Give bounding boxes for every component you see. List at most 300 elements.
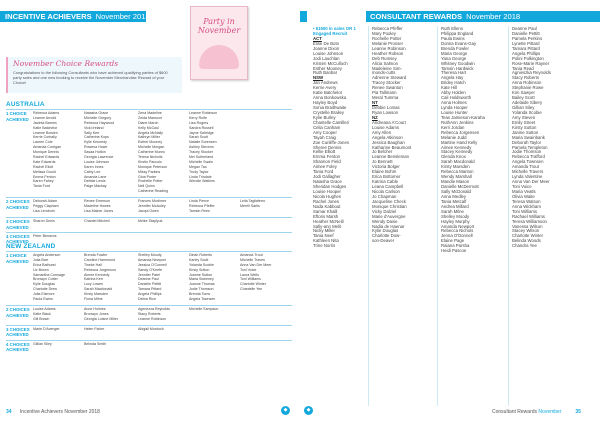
consultant-name: Meral Tumma xyxy=(372,95,399,101)
consultant-name: Sally-ann Melit xyxy=(313,223,342,229)
australia-consultant-name: Sandra Russell xyxy=(189,125,214,130)
consultant-name: Tania Ford xyxy=(313,169,334,175)
australia-name-column xyxy=(138,199,166,214)
consultant-name: Tracey Stocker xyxy=(372,80,401,86)
left-header-month: November 2018 xyxy=(95,12,150,21)
new-zealand-consultant-name: Stacy Roberts xyxy=(138,311,161,316)
new-zealand-consultant-name: Deanne Paul xyxy=(138,277,159,282)
column-divider xyxy=(368,26,369,406)
australia-consultant-name: Karen Innes xyxy=(84,164,104,169)
australia-consultant-name: Michelle Morgan xyxy=(138,145,165,150)
new-zealand-consultant-name: Anna Van Der Meer xyxy=(240,262,272,267)
right-header-bar xyxy=(366,11,600,22)
consultant-name: Paula Ewins xyxy=(441,35,465,41)
consultant-name: Michelle Travers xyxy=(512,169,544,175)
right-page xyxy=(300,0,600,424)
left-header-title: INCENTIVE ACHIEVERS November 2018 xyxy=(5,12,150,21)
consultant-name: Rebecca Jorgensen xyxy=(441,129,480,135)
australia-consultant-name: Rebecca Adams xyxy=(33,111,60,115)
consultant-name: Tania Metcalf xyxy=(441,198,467,204)
consultant-name: Zoe Cunliffe-Jones xyxy=(313,139,349,145)
consultant-name: Raiana Parsha xyxy=(441,243,470,249)
consultant-name: Katrina Cable xyxy=(372,179,399,185)
australia-consultant-name: Sally Kerr xyxy=(84,130,100,135)
consultant-name: Heather Robson xyxy=(372,50,404,56)
consultant-name: Danielle McDermott xyxy=(441,184,479,189)
new-zealand-name-column xyxy=(84,342,106,347)
australia-consultant-name: Natasha Grace xyxy=(84,111,109,115)
column-divider xyxy=(437,26,438,406)
consultant-name: Hayley Murphy xyxy=(441,218,470,224)
australia-consultant-name: Rebecca Haywood xyxy=(84,120,115,125)
consultant-name: Katie Batchelor xyxy=(313,90,343,96)
consultant-name: Leanne Robinson xyxy=(372,45,406,51)
consultant-name: Jessica Baughan xyxy=(372,139,405,145)
consultant-name: Stephanie Rowe xyxy=(512,85,544,91)
australia-consultant-name: Jennifer McAuley xyxy=(138,204,166,209)
australia-name-column xyxy=(33,111,61,189)
consultant-name: Ryan Lowson xyxy=(372,109,399,115)
consultant-name: Sonia Braithwaite xyxy=(313,105,347,110)
australia-consultant-name: Sharon Denis xyxy=(33,219,55,223)
consultant-name: RuthAnn Jenkins xyxy=(441,119,474,125)
australia-name-column xyxy=(84,199,113,214)
consultant-name: Jodie Thomson xyxy=(512,149,542,155)
australia-consultant-name: Leanne Bowlen xyxy=(33,130,58,135)
australia-consultant-name: Catherine Kops xyxy=(84,135,109,140)
consultant-name: Emily Street xyxy=(512,119,536,125)
new-zealand-consultant-name: Kylie Douglas xyxy=(33,282,55,287)
new-zealand-consultant-name: Paula Ewins xyxy=(33,297,53,302)
consultant-name: Charlotte Winter xyxy=(512,233,544,239)
consultant-name: Natasha Grace xyxy=(313,179,342,185)
australia-consultant-name: Kathryn Miller xyxy=(138,135,160,140)
consultant-name: Chantelle Camilleri xyxy=(313,119,350,125)
new-zealand-consultant-name: Liz Brown xyxy=(33,267,49,272)
new-zealand-name-column xyxy=(189,253,215,302)
australia-consultant-name: Rachel Edwards xyxy=(33,155,60,160)
australia-consultant-name: Monique Peterson xyxy=(138,164,168,169)
new-zealand-consultant-name: Amanda Trout xyxy=(240,253,263,257)
right-footer-month: November xyxy=(538,409,562,415)
new-zealand-consultant-name: Angela Anderson xyxy=(33,253,61,257)
new-zealand-consultant-name: Bronwyn Jones xyxy=(84,311,109,316)
consultant-name: Angela Townsen xyxy=(512,159,544,165)
consultant-name: Amy Cooper xyxy=(313,129,337,135)
consultant-name: Yana George xyxy=(441,55,467,61)
new-zealand-consultant-name: Michelle Traves xyxy=(240,257,265,262)
australia-name-column xyxy=(138,111,168,194)
consultant-name: Ruth Ellens xyxy=(441,26,463,31)
new-zealand-consultant-name: Aimee Kennedy xyxy=(84,272,110,277)
australia-consultant-name: Merrill Sarlis xyxy=(240,204,260,209)
new-zealand-consultant-name: Dinah Roberts xyxy=(189,253,212,257)
new-zealand-consultant-name: Katrina Kerr xyxy=(84,277,104,282)
region-heading: NSW xyxy=(313,75,324,81)
australia-consultant-name: Georgia Lawrence xyxy=(84,155,114,160)
consultant-name: Monique Christian xyxy=(372,203,407,209)
australia-consultant-name: Megan Tao xyxy=(189,164,207,169)
consultant-name: Shannon Field xyxy=(313,159,341,165)
australia-consultant-name: Catherine Munro xyxy=(138,150,165,155)
consultant-name: Rebecca Manton xyxy=(441,169,474,175)
australia-consultant-name: Michelle Gregory xyxy=(84,115,112,120)
australia-consultant-name: Rochelle Potter xyxy=(138,179,163,184)
australia-consultant-name: Lauren Cole xyxy=(33,140,53,145)
consultant-name: Marie d'Auvergne xyxy=(372,213,406,219)
australia-consultant-name: Linda Pierce xyxy=(189,199,209,204)
australia-consultant-name: Emma Fenton xyxy=(33,174,56,179)
australia-consultant-name: Michelle Swain xyxy=(189,159,213,164)
australia-consultant-name: Ashley Stevens xyxy=(189,145,214,150)
consultant-name: Leanne Bensleman xyxy=(372,154,410,160)
australia-consultant-name: Angela McNally xyxy=(138,130,163,135)
new-zealand-consultant-name: Joanne Sutton xyxy=(189,272,213,277)
column-divider xyxy=(508,26,509,406)
new-zealand-name-column xyxy=(138,307,170,322)
australia-consultant-name: Esther Mooney xyxy=(138,140,163,145)
intro-body: Congratulations to the following Consultants who have achieved qualifying parties of $600 party sales and one new booking to receive the November Merchandise Reward of your Choice! xyxy=(13,70,168,85)
consultant-name: Stacy Roberts xyxy=(512,75,539,81)
new-zealand-consultant-name: Jennifer Patel xyxy=(138,272,160,277)
consultant-name: Donna Evans-Gay xyxy=(441,40,477,46)
consultant-name: Yolanda Scobie xyxy=(512,109,542,115)
australia-label: AUSTRALIA xyxy=(6,101,45,108)
consultant-name: Jacqueline Check xyxy=(372,198,406,204)
australia-consultant-name: Karen Fahey xyxy=(33,179,54,184)
australia-consultant-name: Vicki Ireland xyxy=(84,125,104,130)
consultant-name: Nadia de Haenar xyxy=(372,223,405,229)
consultant-name: Maria George xyxy=(441,50,468,56)
consultant-name: Lynette Pittard xyxy=(512,40,540,46)
australia-consultant-name: Monique Dennis xyxy=(33,150,59,155)
australia-consultant-name: Kirstin Paccolo xyxy=(138,159,162,164)
consultant-name: Tayah Craig xyxy=(313,134,336,140)
consultant-name: Victoria Bolger xyxy=(372,164,400,170)
australia-tier-label: 2 CHOICES ACHIEVED xyxy=(6,199,30,210)
region-heading: ACT xyxy=(313,35,322,41)
consultant-name: Stacey Kennedy xyxy=(441,149,473,155)
australia-tier-rule xyxy=(6,217,292,218)
consultant-name: Kate Hill xyxy=(441,85,458,91)
new-zealand-consultant-name: Agenezza Reynolds xyxy=(138,307,170,311)
consultant-name: Polini Pulkington xyxy=(512,55,544,61)
consultant-name: Rachael Williams xyxy=(512,213,545,219)
consultant-name: Kylie Douglas xyxy=(372,228,399,234)
consultant-name: Mary Pooley xyxy=(372,30,396,36)
consultant-name: Sally McDonald xyxy=(441,188,471,194)
consultant-name: Nicky Miller xyxy=(313,228,335,234)
australia-consultant-name: Mel Sutherland xyxy=(189,155,214,160)
australia-consultant-name: Amanda Lane xyxy=(84,174,107,179)
new-zealand-consultant-name: Brenda Toms xyxy=(189,292,211,297)
region-heading: NT xyxy=(372,100,378,106)
australia-consultant-name: Melissa Gould xyxy=(33,169,56,174)
australia-consultant-name: Paige Mackay xyxy=(84,184,107,189)
left-footer-text: Incentive Achievers xyxy=(19,409,63,415)
consultant-name: Vicky Dalziel xyxy=(372,208,397,214)
australia-consultant-name: Rowena Howe xyxy=(84,145,108,150)
consultant-name: Aimee Kennedy xyxy=(441,144,472,150)
new-zealand-tier-label: 1 CHOICE ACHIEVED xyxy=(6,253,29,264)
australia-consultant-name: Catherine Reading xyxy=(138,189,168,194)
australia-consultant-name: Rachel Eliott xyxy=(33,164,54,169)
consultant-name: Jenna O'Donnell xyxy=(441,233,473,239)
australia-consultant-name: Wendie Watkins xyxy=(189,179,215,184)
consultant-name: Amanda Newport xyxy=(441,223,475,229)
magazine-cover-title: Party in November xyxy=(197,17,241,35)
australia-consultant-name: Kerrie Corbally xyxy=(33,135,57,140)
consultant-name: Melanie Judd xyxy=(441,134,467,140)
australia-consultant-name: Rebecca Pfeffer xyxy=(189,204,215,209)
new-zealand-consultant-name: Angela Townsen xyxy=(189,297,216,302)
new-zealand-consultant-name: Danielle Pettitt xyxy=(138,282,162,287)
consultant-name: Samar Khalil xyxy=(313,208,338,214)
consultant-name: Rebecca Pfeffer xyxy=(372,26,403,31)
consultant-name: Sarah Macdonald xyxy=(441,159,475,165)
new-zealand-name-column xyxy=(33,253,65,302)
australia-consultant-name: Debbie Lewis xyxy=(84,179,106,184)
australia-consultant-name: Deborah Adam xyxy=(33,199,57,204)
australia-consultant-name: Renee Emerson xyxy=(84,199,110,204)
page-marker-dot: ◆ xyxy=(281,406,290,415)
australia-consultant-name: Tracey Stocker xyxy=(189,150,214,155)
consultant-name: Elaine Page xyxy=(441,238,465,244)
new-zealand-name-column xyxy=(189,307,218,312)
consultant-name: Teresa Williamson xyxy=(512,218,547,224)
new-zealand-tier-rule xyxy=(6,251,292,252)
new-zealand-consultant-name: Toni Williams xyxy=(240,277,261,282)
left-header-bar xyxy=(0,11,150,22)
australia-consultant-name: Teresa Nicholls xyxy=(138,155,163,160)
consultant-name: Sheree Dennis xyxy=(313,144,342,150)
consultant-name: son-Deaver xyxy=(372,238,395,244)
australia-name-column xyxy=(84,219,110,224)
new-zealand-consultant-name: Sandy O'Keefe xyxy=(138,267,163,272)
new-zealand-consultant-name: Anne Holmes xyxy=(84,307,106,311)
consultant-name: Wendy Marshall xyxy=(441,174,472,180)
australia-consultant-name: Trudy Taylor xyxy=(189,169,209,174)
new-zealand-consultant-name: Jessica O'Connell xyxy=(138,262,167,267)
new-zealand-consultant-name: Charlotte Drew xyxy=(33,287,57,292)
consultant-name: Hayley Boyd xyxy=(313,100,338,106)
consultant-name: Charlotte Dow- xyxy=(372,233,401,239)
consultant-name: Louise Adams xyxy=(372,124,399,130)
left-page-number: 34 xyxy=(6,409,12,415)
consultant-name: monds-cutts xyxy=(372,70,396,76)
australia-consultant-name: Leanne Arnold xyxy=(33,115,57,120)
right-spine-bar xyxy=(300,11,307,22)
new-zealand-consultant-name: Shelley Moody xyxy=(138,253,162,257)
new-zealand-consultant-name: Amanda Newport xyxy=(138,257,166,262)
new-zealand-consultant-name: Julia Barr xyxy=(33,257,49,262)
consultant-name: Kristen McCulloch xyxy=(313,60,348,66)
new-zealand-consultant-name: Tineke Hall xyxy=(84,262,102,267)
consultant-name: Crystelle Brailey xyxy=(313,109,345,115)
new-zealand-tier-label: 4 CHOICES ACHIEVED xyxy=(6,341,30,352)
australia-consultant-name: Sarah Scott xyxy=(189,135,208,140)
consultant-name: Olivia Waite xyxy=(512,193,535,199)
consultant-name: Nicola Hughes xyxy=(313,193,341,199)
new-zealand-consultant-name: Chantelle Yee xyxy=(240,287,263,292)
australia-consultant-name: Natalie Sorensen xyxy=(189,140,217,145)
new-zealand-consultant-name: Charlotte Winter xyxy=(240,282,266,287)
consultant-name: Belinda Woods xyxy=(512,238,541,244)
consultant-name: Heidi Pascoe xyxy=(441,248,467,254)
consultant-name: Agnieszka Reynolds xyxy=(512,70,551,76)
consultant-name: Deanne Paul xyxy=(512,26,537,31)
new-zealand-consultant-name: Samantha Cunnage xyxy=(33,272,65,277)
consultant-name: Deb Rumsey xyxy=(372,55,397,61)
consultant-name: Pamela Perkins xyxy=(512,35,543,41)
new-zealand-consultant-name: Joanne Thomas xyxy=(189,282,215,287)
new-zealand-consultant-name: Julia Elsmore xyxy=(33,292,55,297)
australia-consultant-name: Tania Ford xyxy=(33,184,50,189)
rewards-column-3 xyxy=(441,27,485,254)
australia-tier-rule xyxy=(6,232,292,233)
new-zealand-consultant-name: Erica Bathurst xyxy=(33,262,56,267)
new-zealand-consultant-name: Yolanda Scobie xyxy=(189,262,214,267)
consultant-name: Esther Mooney xyxy=(313,65,342,71)
new-zealand-consultant-name: Brenda Fowler xyxy=(84,253,108,257)
consultant-name: Philippa England xyxy=(441,30,474,36)
consultant-name: Brenda Fowler xyxy=(441,45,469,51)
australia-consultant-name: Kate Edwards xyxy=(33,159,56,164)
new-zealand-name-column xyxy=(33,327,60,332)
australia-consultant-name: Peggy Clapham xyxy=(33,204,59,209)
consultant-name: Renee Swanton xyxy=(372,85,403,91)
consultant-name: Melanie Prosser xyxy=(372,40,404,46)
consultant-name: Pamela Templeton xyxy=(512,144,548,150)
new-zealand-consultant-name: Leanne Robinson xyxy=(138,316,167,321)
consultant-name: Sheridan Hodges xyxy=(313,184,347,189)
consultant-name: Amanda Trout xyxy=(512,164,539,170)
consultant-name: Katharine Beaumont xyxy=(372,144,412,150)
new-zealand-consultant-name: Karley Scott xyxy=(189,257,209,262)
consultant-name: Stacey Wilson xyxy=(512,228,540,234)
consultant-name: Teas Jamieson-Karaha xyxy=(441,114,485,120)
consultant-name: Theresa Hart xyxy=(441,70,467,76)
new-zealand-consultant-name: Abigail Murdoch xyxy=(138,326,164,331)
new-zealand-consultant-name: Jodie Thomson xyxy=(189,287,214,292)
consultant-name: Jodi Lauchlan xyxy=(313,55,340,61)
consultant-name: Kirsty Marsden xyxy=(441,164,470,170)
new-zealand-consultant-name: Lucy Lowen xyxy=(84,282,104,287)
australia-name-column xyxy=(138,219,162,224)
australia-consultant-name: Lisa Lendrum xyxy=(33,209,55,214)
consultant-name: Anna Holmes xyxy=(441,100,467,106)
consultant-name: Abby Holden xyxy=(441,90,466,96)
magazine-cover-image xyxy=(190,6,248,80)
consultant-name: Toni Williams xyxy=(512,208,538,214)
consultant-name: Celia Canham xyxy=(313,124,341,130)
consultant-name: Vanessa Wilson xyxy=(512,223,543,229)
new-zealand-consultant-name: Kirsty Marsden xyxy=(84,292,108,297)
consultant-name: Sarah Milne xyxy=(441,208,464,214)
new-zealand-consultant-name: Katie Black xyxy=(33,311,51,316)
right-header-title: CONSULTANT REWARDS November 2018 xyxy=(370,12,521,21)
consultant-name: Tania Read xyxy=(512,65,534,71)
new-zealand-label: NEW ZEALAND xyxy=(6,243,56,250)
consultant-name: Andreana A'Court xyxy=(372,119,406,125)
consultant-name: Anna Medley xyxy=(441,193,467,199)
new-zealand-consultant-name: Helen Fisher xyxy=(84,326,105,331)
consultant-name: Trine Norris xyxy=(313,243,336,249)
australia-consultant-name: Chantel Mitchell xyxy=(84,219,110,223)
new-zealand-tier-label: 3 CHOICES ACHIEVED xyxy=(6,326,30,338)
consultant-name: Erica Bottomer xyxy=(372,174,401,180)
new-zealand-tier-rule xyxy=(6,340,292,341)
australia-consultant-name: Missy Parkins xyxy=(138,169,161,174)
consultant-name: Alicia Salmon xyxy=(372,60,399,66)
left-footer xyxy=(6,409,100,415)
new-zealand-consultant-name: Belinda Smith xyxy=(84,341,107,346)
consultant-name: Nada Kabbout xyxy=(313,203,341,209)
new-zealand-name-column xyxy=(138,327,164,332)
intro-title: November Choice Rewards xyxy=(13,59,119,68)
consultant-name: Jan Andrews xyxy=(313,80,338,86)
australia-consultant-name: Kerry Rolfe xyxy=(189,115,207,120)
australia-consultant-name: Meike Staplyuk xyxy=(138,219,163,223)
consultant-name: Elaine Bohm xyxy=(372,169,397,175)
consultant-name: Tamsin Hardwick xyxy=(441,65,474,71)
consultant-name: Anna Bonkowska xyxy=(313,95,347,101)
consultant-name: Shelley Moody xyxy=(441,213,470,219)
consultant-name: Kylie Burley xyxy=(313,114,336,120)
new-zealand-consultant-name: Sarah Macdonald xyxy=(84,287,113,292)
new-zealand-name-column xyxy=(84,253,116,302)
consultant-name: Kim Sawyer xyxy=(512,90,535,96)
consultant-name: Janine Sutton xyxy=(512,129,539,135)
consultant-name: Kerri Jordan xyxy=(441,124,465,130)
australia-consultant-name: Tamsin Rees xyxy=(189,209,210,214)
consultant-name: Rochelle Potter xyxy=(372,35,402,41)
australia-tier-label: 3 CHOICES ACHIEVED xyxy=(6,219,30,230)
australia-consultant-name: Jayne Saltridge xyxy=(189,130,214,135)
new-zealand-consultant-name: Angela Phillips xyxy=(138,292,162,297)
consultant-name: Angela Hay xyxy=(441,75,464,81)
consultant-name: Kerrie Avery xyxy=(313,85,337,91)
page-marker-dot-right: ◆ xyxy=(304,406,313,415)
new-zealand-name-column xyxy=(33,307,56,322)
consultant-name: Madeleine Sim- xyxy=(372,65,402,71)
consultant-name: Anna Wickham xyxy=(512,203,541,209)
new-zealand-name-column xyxy=(84,307,118,322)
new-zealand-name-column xyxy=(138,253,167,302)
australia-consultant-name: Gina Porter xyxy=(138,174,157,179)
right-footer xyxy=(492,409,581,415)
australia-consultant-name: Lisa Mainer Jones xyxy=(84,209,114,214)
consultant-name: Rachel Jones xyxy=(313,198,340,204)
consultant-name: Mandie Mason xyxy=(441,179,470,185)
new-zealand-name-column xyxy=(33,342,52,347)
australia-consultant-name: Louise Johnson xyxy=(84,159,110,164)
new-zealand-consultant-name: Toni Voice xyxy=(240,267,257,272)
australia-name-column xyxy=(189,199,215,214)
australia-consultant-name: Jacqui Owen xyxy=(138,209,159,214)
consultant-name: Jo Belcher xyxy=(372,149,393,155)
region-heading: NZ xyxy=(372,114,378,120)
rewards-column-1 xyxy=(313,27,356,249)
australia-consultant-name: Cathy Lee xyxy=(84,169,101,174)
consultant-name: Jo Chapman xyxy=(372,193,397,199)
new-zealand-consultant-name: Kirsty Sutton xyxy=(189,267,210,272)
consultant-name: Whitney Goodwin xyxy=(441,60,475,66)
new-zealand-consultant-name: Debra Rice xyxy=(138,297,156,302)
australia-consultant-name: Lisa Rogers xyxy=(189,120,209,125)
australia-consultant-name: Kylie Kennedy xyxy=(84,140,107,145)
consultant-name: Bridey Hatch xyxy=(441,80,466,86)
